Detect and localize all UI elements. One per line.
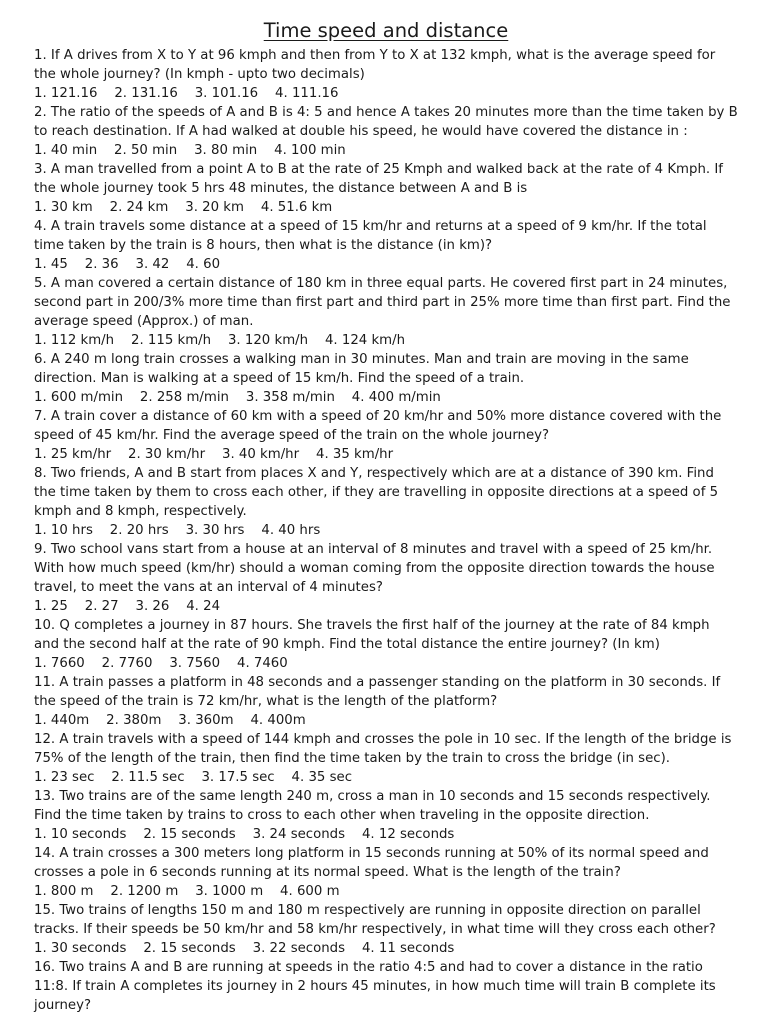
question-text: 3. A man travelled from a point A to B at the rate of 25 Kmph and walked back at the rate of 4 Kmph. If the whole journey took 5 hrs 48 minutes, the distance between A and B is: [34, 162, 723, 196]
question-text: 11. A train passes a platform in 48 seconds and a passenger standing on the platform in 30 seconds. If the speed of the train is 72 km/hr, what is the length of the platform?: [34, 675, 721, 709]
question-item: [34, 958, 738, 1015]
question-list: [34, 46, 738, 1015]
answer-options: 1. 112 km/h 2. 115 km/h 3. 120 km/h 4. 124 km/h: [34, 333, 406, 348]
question-text: 2. The ratio of the speeds of A and B is 4: 5 and hence A takes 20 minutes more than the time taken by B to reach destination. If A had walked at double his speed, he would have covered the distance in :: [34, 105, 738, 139]
question-item: [34, 616, 738, 673]
question-item: [34, 160, 738, 217]
question-text: 1. If A drives from X to Y at 96 kmph and then from Y to X at 132 kmph, what is the average speed for the whole journey? (In kmph - upto two decimals): [34, 48, 716, 82]
question-item: [34, 274, 738, 350]
answer-options: 1. 10 hrs 2. 20 hrs 3. 30 hrs 4. 40 hrs: [34, 523, 321, 538]
question-item: [34, 350, 738, 407]
answer-options: 1. 600 m/min 2. 258 m/min 3. 358 m/min 4. 400 m/min: [34, 390, 441, 405]
question-item: [34, 673, 738, 730]
answer-options: 1. 800 m 2. 1200 m 3. 1000 m 4. 600 m: [34, 884, 340, 899]
answer-options: 1. 440m 2. 380m 3. 360m 4. 400m: [34, 713, 306, 728]
question-item: [34, 540, 738, 616]
question-item: [34, 901, 738, 958]
question-item: [34, 46, 738, 103]
answer-options: 1. 121.16 2. 131.16 3. 101.16 4. 111.16: [34, 86, 339, 101]
answer-options: 1. 30 seconds 2. 15 seconds 3. 22 seconds 4. 11 seconds: [34, 941, 455, 956]
question-text: 10. Q completes a journey in 87 hours. She travels the first half of the journey at the rate of 84 kmph and the second half at the rate of 90 kmph. Find the total distance the entire journey? (In km): [34, 618, 710, 652]
answer-options: 1. 7660 2. 7760 3. 7560 4. 7460: [34, 656, 288, 671]
question-text: 15. Two trains of lengths 150 m and 180 m respectively are running in opposite direction on parallel tracks. If their speeds be 50 km/hr and 58 km/hr respectively, in what time will they cross each other?: [34, 903, 716, 937]
answer-options: 1. 25 2. 27 3. 26 4. 24: [34, 599, 221, 614]
question-item: [34, 730, 738, 787]
question-text: 6. A 240 m long train crosses a walking man in 30 minutes. Man and train are moving in the same direction. Man is walking at a speed of 15 km/h. Find the speed of a train.: [34, 352, 689, 386]
question-item: [34, 407, 738, 464]
question-text: 5. A man covered a certain distance of 180 km in three equal parts. He covered first part in 24 minutes, second part in 200/3% more time than first part and third part in 25% more time than first part. Find the average speed (Approx.) of man.: [34, 276, 731, 329]
page-title: Time speed and distance: [263, 19, 509, 42]
question-text: 7. A train cover a distance of 60 km with a speed of 20 km/hr and 50% more distance covered with the speed of 45 km/hr. Find the average speed of the train on the whole journey?: [34, 409, 722, 443]
answer-options: 1. 25 km/hr 2. 30 km/hr 3. 40 km/hr 4. 35 km/hr: [34, 447, 394, 462]
question-text: 14. A train crosses a 300 meters long platform in 15 seconds running at 50% of its normal speed and crosses a pole in 6 seconds running at its normal speed. What is the length of the train?: [34, 846, 709, 880]
answer-options: 1. 30 km 2. 24 km 3. 20 km 4. 51.6 km: [34, 200, 333, 215]
question-text: 12. A train travels with a speed of 144 kmph and crosses the pole in 10 sec. If the length of the bridge is 75% of the length of the train, then find the time taken by the train to cross the bridge (in sec).: [34, 732, 732, 766]
question-item: [34, 217, 738, 274]
question-item: [34, 787, 738, 844]
question-item: [34, 844, 738, 901]
question-text: 13. Two trains are of the same length 240 m, cross a man in 10 seconds and 15 seconds respectively. Find the time taken by trains to cross to each other when traveling in the opposite direction.: [34, 789, 711, 823]
answer-options: 1. 45 2. 36 3. 42 4. 60: [34, 257, 221, 272]
question-item: [34, 103, 738, 160]
question-text: 4. A train travels some distance at a speed of 15 km/hr and returns at a speed of 9 km/hr. If the total time taken by the train is 8 hours, then what is the distance (in km)?: [34, 219, 707, 253]
question-text: 16. Two trains A and B are running at speeds in the ratio 4:5 and had to cover a distance in the ratio 11:8. If train A completes its journey in 2 hours 45 minutes, in how much time will train B complete its journey?: [34, 960, 716, 1013]
answer-options: 1. 40 min 2. 50 min 3. 80 min 4. 100 min: [34, 143, 346, 158]
question-text: 8. Two friends, A and B start from places X and Y, respectively which are at a distance of 390 km. Find the time taken by them to cross each other, if they are travelling in opposite directions at a speed of 5 kmph and 8 kmph, respectively.: [34, 466, 719, 519]
answer-options: 1. 23 sec 2. 11.5 sec 3. 17.5 sec 4. 35 sec: [34, 770, 353, 785]
answer-options: 1. 10 seconds 2. 15 seconds 3. 24 seconds 4. 12 seconds: [34, 827, 455, 842]
question-text: 9. Two school vans start from a house at an interval of 8 minutes and travel with a speed of 25 km/hr. With how much speed (km/hr) should a woman coming from the opposite direction towards the house travel, to meet the vans at an interval of 4 minutes?: [34, 542, 715, 595]
question-item: [34, 464, 738, 540]
